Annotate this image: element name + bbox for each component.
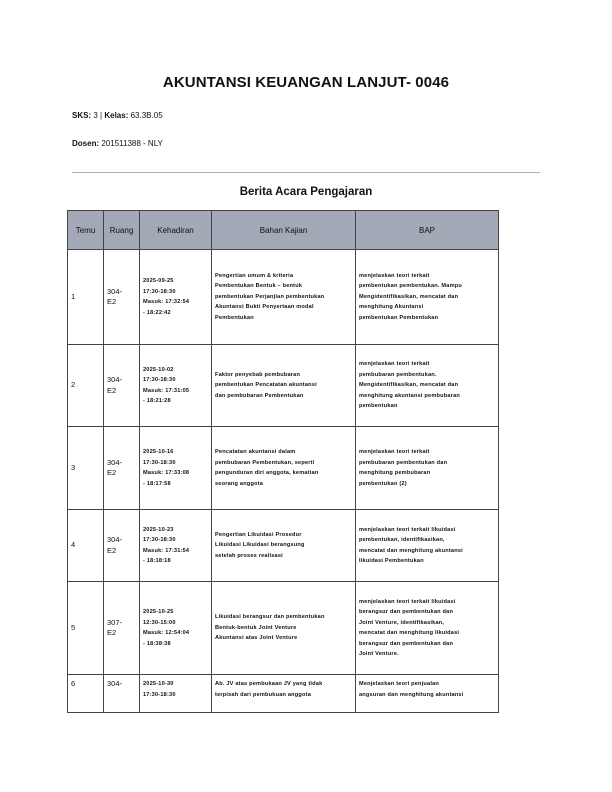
- separator: |: [100, 111, 103, 120]
- cell-bap: menjelaskan teori terkait likuidasi berangsur dan pembentukan dan Joint Venture, identifikasikan, mencatat dan menghitung likuidasi berangsur dan pembentukan dan Joint Venture.: [356, 582, 499, 675]
- cell-ruang: 304- E2: [104, 345, 140, 427]
- cell-temu: 2: [68, 345, 104, 427]
- cell-temu: 6: [68, 675, 104, 713]
- cell-kehadiran: 2025-10-30 17:30-18:30: [140, 675, 212, 713]
- cell-kehadiran: 2025-10-02 17:30-18:30 Masuk: 17:31:05 - 18:21:28: [140, 345, 212, 427]
- teaching-record-table: [67, 210, 499, 713]
- cell-bahan-kajian: Likuidasi berangsur dan pembentukan Bentuk-bentuk Joint Venture Akuntansi atas Joint Venture: [212, 582, 356, 675]
- course-info-line: [72, 111, 163, 120]
- table-row: [68, 427, 499, 510]
- cell-ruang: 307- E2: [104, 582, 140, 675]
- cell-temu: 4: [68, 510, 104, 582]
- header-bap: BAP: [356, 211, 499, 250]
- cell-ruang: 304- E2: [104, 427, 140, 510]
- cell-kehadiran: 2025-10-23 17:30-18:30 Masuk: 17:31:54 - 18:18:18: [140, 510, 212, 582]
- cell-bahan-kajian: Ab. JV atas pembukaan JV yang tidak terpisah dari pembukuan anggota: [212, 675, 356, 713]
- cell-bap: Menjelaskan teori penjualan angsuran dan menghitung akuntansi: [356, 675, 499, 713]
- cell-ruang: 304- E2: [104, 510, 140, 582]
- cell-bahan-kajian: Pengertian umum & kriteria Pembentukan Bentuk – bentuk pembentukan Perjanjian pembentukan Akuntansi Bukti Penyertaan modal Pembentukan: [212, 250, 356, 345]
- header-ruang: Ruang: [104, 211, 140, 250]
- cell-temu: 5: [68, 582, 104, 675]
- table-row: [68, 675, 499, 713]
- cell-bap: menjelaskan teori terkait pembubaran pembentukan. Mengidentifikasikan, mencatat dan menghitung akuntansi pembubaran pembentukan: [356, 345, 499, 427]
- header-bahan-kajian: Bahan Kajian: [212, 211, 356, 250]
- kelas-value: 63.3B.05: [130, 111, 163, 120]
- header-kehadiran: Kehadiran: [140, 211, 212, 250]
- lecturer-line: [72, 139, 163, 148]
- cell-bap: menjelaskan teori terkait likuidasi pembentukan, identifikasikan, mencatat dan menghitung akuntansi likuidasi Pembentukan: [356, 510, 499, 582]
- cell-kehadiran: 2025-10-25 12:30-15:00 Masuk: 12:54:04 - 18:38:38: [140, 582, 212, 675]
- cell-bap: menjelaskan teori terkait pembubaran pembentukan dan menghitung pembubaran pembentukan (2): [356, 427, 499, 510]
- table-row: [68, 510, 499, 582]
- divider: [72, 172, 540, 173]
- cell-ruang: 304- E2: [104, 250, 140, 345]
- dosen-label: Dosen:: [72, 139, 100, 148]
- table-header-row: [68, 211, 499, 250]
- table-row: [68, 345, 499, 427]
- header-temu: Temu: [68, 211, 104, 250]
- cell-kehadiran: 2025-09-25 17:30-18:30 Masuk: 17:32:54 - 18:22:42: [140, 250, 212, 345]
- kelas-label: Kelas:: [104, 111, 129, 120]
- table-row: [68, 582, 499, 675]
- cell-ruang: 304-: [104, 675, 140, 713]
- cell-temu: 3: [68, 427, 104, 510]
- cell-kehadiran: 2025-10-16 17:30-18:30 Masuk: 17:33:08 - 18:17:58: [140, 427, 212, 510]
- cell-bahan-kajian: Pengertian Likuidasi Prosedur Likuidasi Likuidasi berangsung setelah proses realisasi: [212, 510, 356, 582]
- sks-label: SKS:: [72, 111, 92, 120]
- sks-value: 3: [93, 111, 98, 120]
- section-title: Berita Acara Pengajaran: [239, 186, 373, 198]
- cell-temu: 1: [68, 250, 104, 345]
- table-row: [68, 250, 499, 345]
- course-title: AKUNTANSI KEUANGAN LANJUT- 0046: [162, 74, 450, 91]
- dosen-value: 201511388 - NLY: [101, 139, 163, 148]
- cell-bahan-kajian: Pencatatan akuntansi dalam pembubaran Pembentukan, seperti pengunduran diri anggota, kematian seorang anggota: [212, 427, 356, 510]
- cell-bahan-kajian: Faktor penyebab pembubaran pembentukan Pencatatan akuntansi dan pembubaran Pembentukan: [212, 345, 356, 427]
- cell-bap: menjelaskan teori terkait pembentukan pembentukan. Mampu Mengidentifikasikan, mencatat dan menghitung Akuntansi pembentukan Pembentukan: [356, 250, 499, 345]
